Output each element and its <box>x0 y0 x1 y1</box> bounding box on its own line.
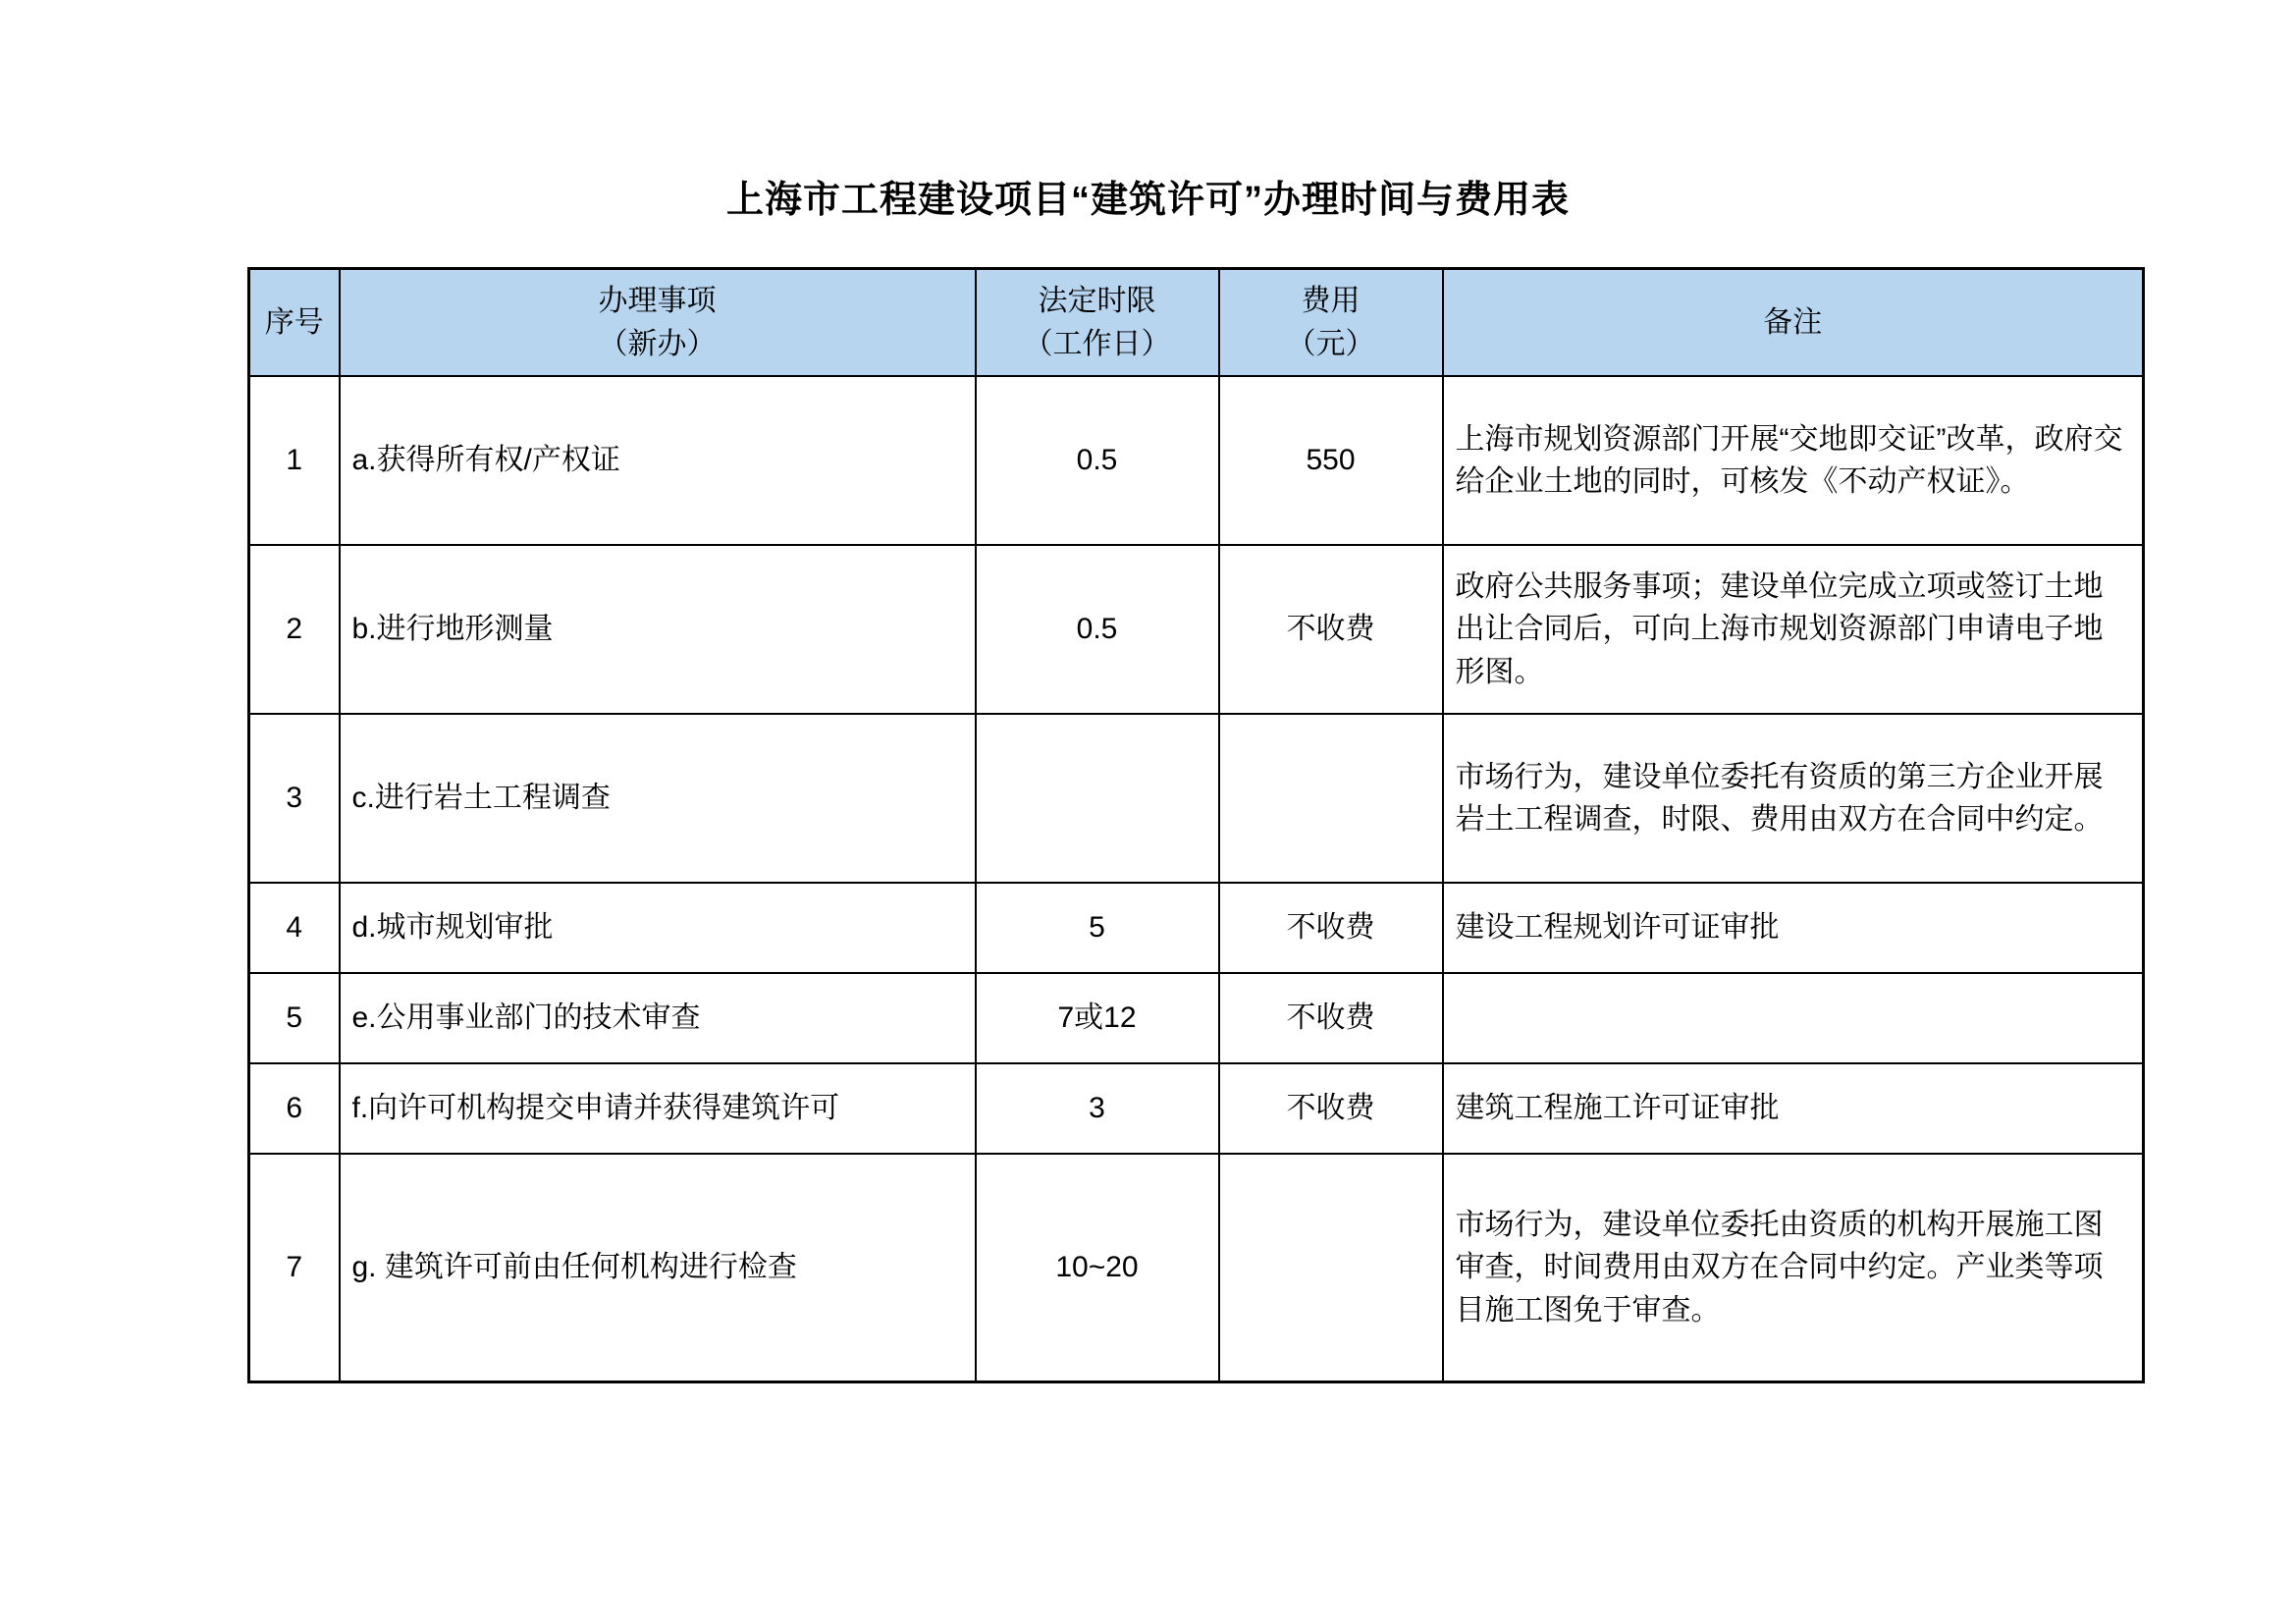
column-header-fee <box>1219 269 1443 377</box>
cell-item: f.向许可机构提交申请并获得建筑许可 <box>340 1063 976 1154</box>
column-header-fee-line2: （元） <box>1286 327 1375 360</box>
cell-index: 3 <box>249 714 340 883</box>
cell-days: 10~20 <box>976 1154 1219 1382</box>
cell-days: 0.5 <box>976 545 1219 714</box>
page-title: 上海市工程建设项目“建筑许可”办理时间与费用表 <box>725 180 1570 221</box>
cell-remark: 上海市规划资源部门开展“交地即交证”改革，政府交给企业土地的同时，可核发《不动产权证》。 <box>1443 376 2144 545</box>
table-row <box>249 973 2144 1063</box>
column-header-item-line1: 办理事项 <box>598 285 717 317</box>
cell-index: 4 <box>249 883 340 973</box>
cell-fee: 550 <box>1219 376 1443 545</box>
cell-fee: 不收费 <box>1219 973 1443 1063</box>
cell-remark: 市场行为，建设单位委托由资质的机构开展施工图审查，时间费用由双方在合同中约定。产业类等项目施工图免于审查。 <box>1443 1154 2144 1382</box>
cell-fee: 不收费 <box>1219 883 1443 973</box>
cell-fee: 不收费 <box>1219 545 1443 714</box>
table-row <box>249 1154 2144 1382</box>
table-row <box>249 883 2144 973</box>
column-header-days-line1: 法定时限 <box>1038 285 1156 317</box>
cell-item: g. 建筑许可前由任何机构进行检查 <box>340 1154 976 1382</box>
construction-permit-fee-table <box>247 267 2145 1383</box>
cell-days: 3 <box>976 1063 1219 1154</box>
cell-fee <box>1219 1154 1443 1382</box>
column-header-item-line2: （新办） <box>598 327 717 360</box>
cell-days: 0.5 <box>976 376 1219 545</box>
cell-remark: 建设工程规划许可证审批 <box>1443 883 2144 973</box>
cell-remark: 建筑工程施工许可证审批 <box>1443 1063 2144 1154</box>
column-header-fee-line1: 费用 <box>1301 285 1361 317</box>
table-body <box>249 376 2144 1382</box>
column-header-days-line2: （工作日） <box>1023 327 1171 360</box>
column-header-index: 序号 <box>249 269 340 377</box>
cell-index: 2 <box>249 545 340 714</box>
table-row <box>249 1063 2144 1154</box>
cell-remark <box>1443 973 2144 1063</box>
cell-item: c.进行岩土工程调查 <box>340 714 976 883</box>
column-header-item <box>340 269 976 377</box>
cell-days: 5 <box>976 883 1219 973</box>
cell-item: a.获得所有权/产权证 <box>340 376 976 545</box>
cell-item: b.进行地形测量 <box>340 545 976 714</box>
fee-table-container <box>247 267 2142 1383</box>
cell-remark: 市场行为，建设单位委托有资质的第三方企业开展岩土工程调查，时限、费用由双方在合同中约定。 <box>1443 714 2144 883</box>
table-row <box>249 545 2144 714</box>
cell-index: 7 <box>249 1154 340 1382</box>
cell-fee <box>1219 714 1443 883</box>
cell-days: 7或12 <box>976 973 1219 1063</box>
table-header-row <box>249 269 2144 377</box>
cell-fee: 不收费 <box>1219 1063 1443 1154</box>
cell-days <box>976 714 1219 883</box>
cell-index: 1 <box>249 376 340 545</box>
column-header-remark: 备注 <box>1443 269 2144 377</box>
cell-item: e.公用事业部门的技术审查 <box>340 973 976 1063</box>
cell-index: 5 <box>249 973 340 1063</box>
table-header <box>249 269 2144 377</box>
cell-item: d.城市规划审批 <box>340 883 976 973</box>
column-header-days <box>976 269 1219 377</box>
cell-index: 6 <box>249 1063 340 1154</box>
table-row <box>249 376 2144 545</box>
table-row <box>249 714 2144 883</box>
cell-remark: 政府公共服务事项；建设单位完成立项或签订土地出让合同后，可向上海市规划资源部门申请电子地形图。 <box>1443 545 2144 714</box>
